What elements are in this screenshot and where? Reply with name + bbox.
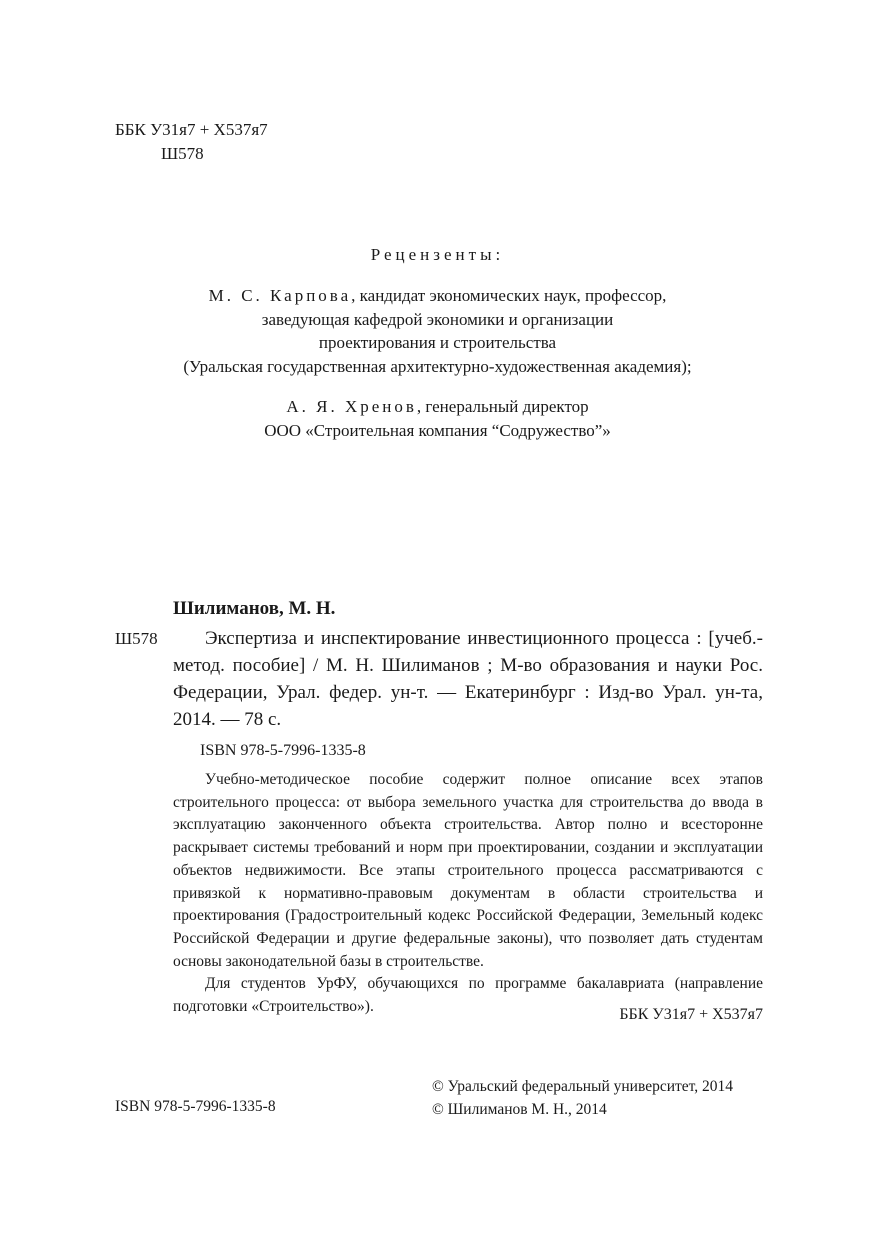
bbk-footer-code: ББК У31я7 + Х537я7 [619,1006,763,1023]
author-mark: Ш578 [161,144,204,163]
entry-isbn: ISBN 978-5-7996-1335-8 [200,742,366,759]
annotation [173,769,763,1019]
reviewer-2-line-2: ООО «Строительная компания “Содружество”» [264,420,611,440]
reviewer-2-name: А. Я. Хренов [286,397,417,416]
reviewers-title: Рецензенты: [370,245,505,264]
bbk-header [115,118,268,166]
reviewer-1-line-4: (Уральская государственная архитектурно-художественная академия); [183,356,692,376]
reviewer-2-title: , генеральный директор [416,397,589,416]
reviewer-1-line-2: заведующая кафедрой экономики и организации [261,309,614,329]
reviewer-1 [100,284,775,378]
reviewer-1-line-3: проектирования и строительства [318,333,557,352]
reviewer-1-line-1 [100,284,775,308]
reviewer-1-name: М. С. Карпова [208,286,352,305]
reviewer-2 [100,395,775,442]
entry-author: Шилиманов, М. Н. [173,598,336,619]
annotation-paragraph-1: Учебно-методическое пособие содержит полное описание всех этапов строительного процесса: от выбора земельного участка для строительства до ввода в эксплуатацию законченного объекта строительства. Автор полно и всесторонне раскрывает системы требований и норм при проектировании, создании и эксплуатации объектов недвижимости. Все этапы строительного процесса рассматриваются с привязкой к нормативно-правовым документам в области строительства и проектирования (Градостроительный кодекс Российской Федерации, Земельный кодекс Российской Федерации и другие федеральные законы), что позволяет дать студентам основы законодательной базы в строительстве. [173,771,763,970]
copyright-block [432,1075,733,1121]
bibliographic-description: Экспертиза и инспектирование инвестиционного процесса : [учеб.-метод. пособие] / М. Н. Шилиманов ; М-во образования и науки Рос. Федерации, Урал. федер. ун-т. — Екатеринбург : Изд-во Урал. ун-та, 2014. — 78 с. [173,628,763,730]
bbk-code: ББК У31я7 + Х537я7 [115,120,268,139]
copyright-line-1: © Уральский федеральный университет, 2014 [432,1078,734,1095]
entry-code: Ш578 [115,629,158,648]
annotation-paragraph-2: Для студентов УрФУ, обучающихся по программе бакалавриата (направление подготовки «Строительство»). [173,975,763,1016]
isbn-footer: ISBN 978-5-7996-1335-8 [115,1098,276,1115]
copyright-line-2: © Шилиманов М. Н., 2014 [432,1101,607,1118]
reviewer-2-line-1 [100,395,775,419]
reviewer-1-title: , кандидат экономических наук, профессор, [351,286,667,305]
